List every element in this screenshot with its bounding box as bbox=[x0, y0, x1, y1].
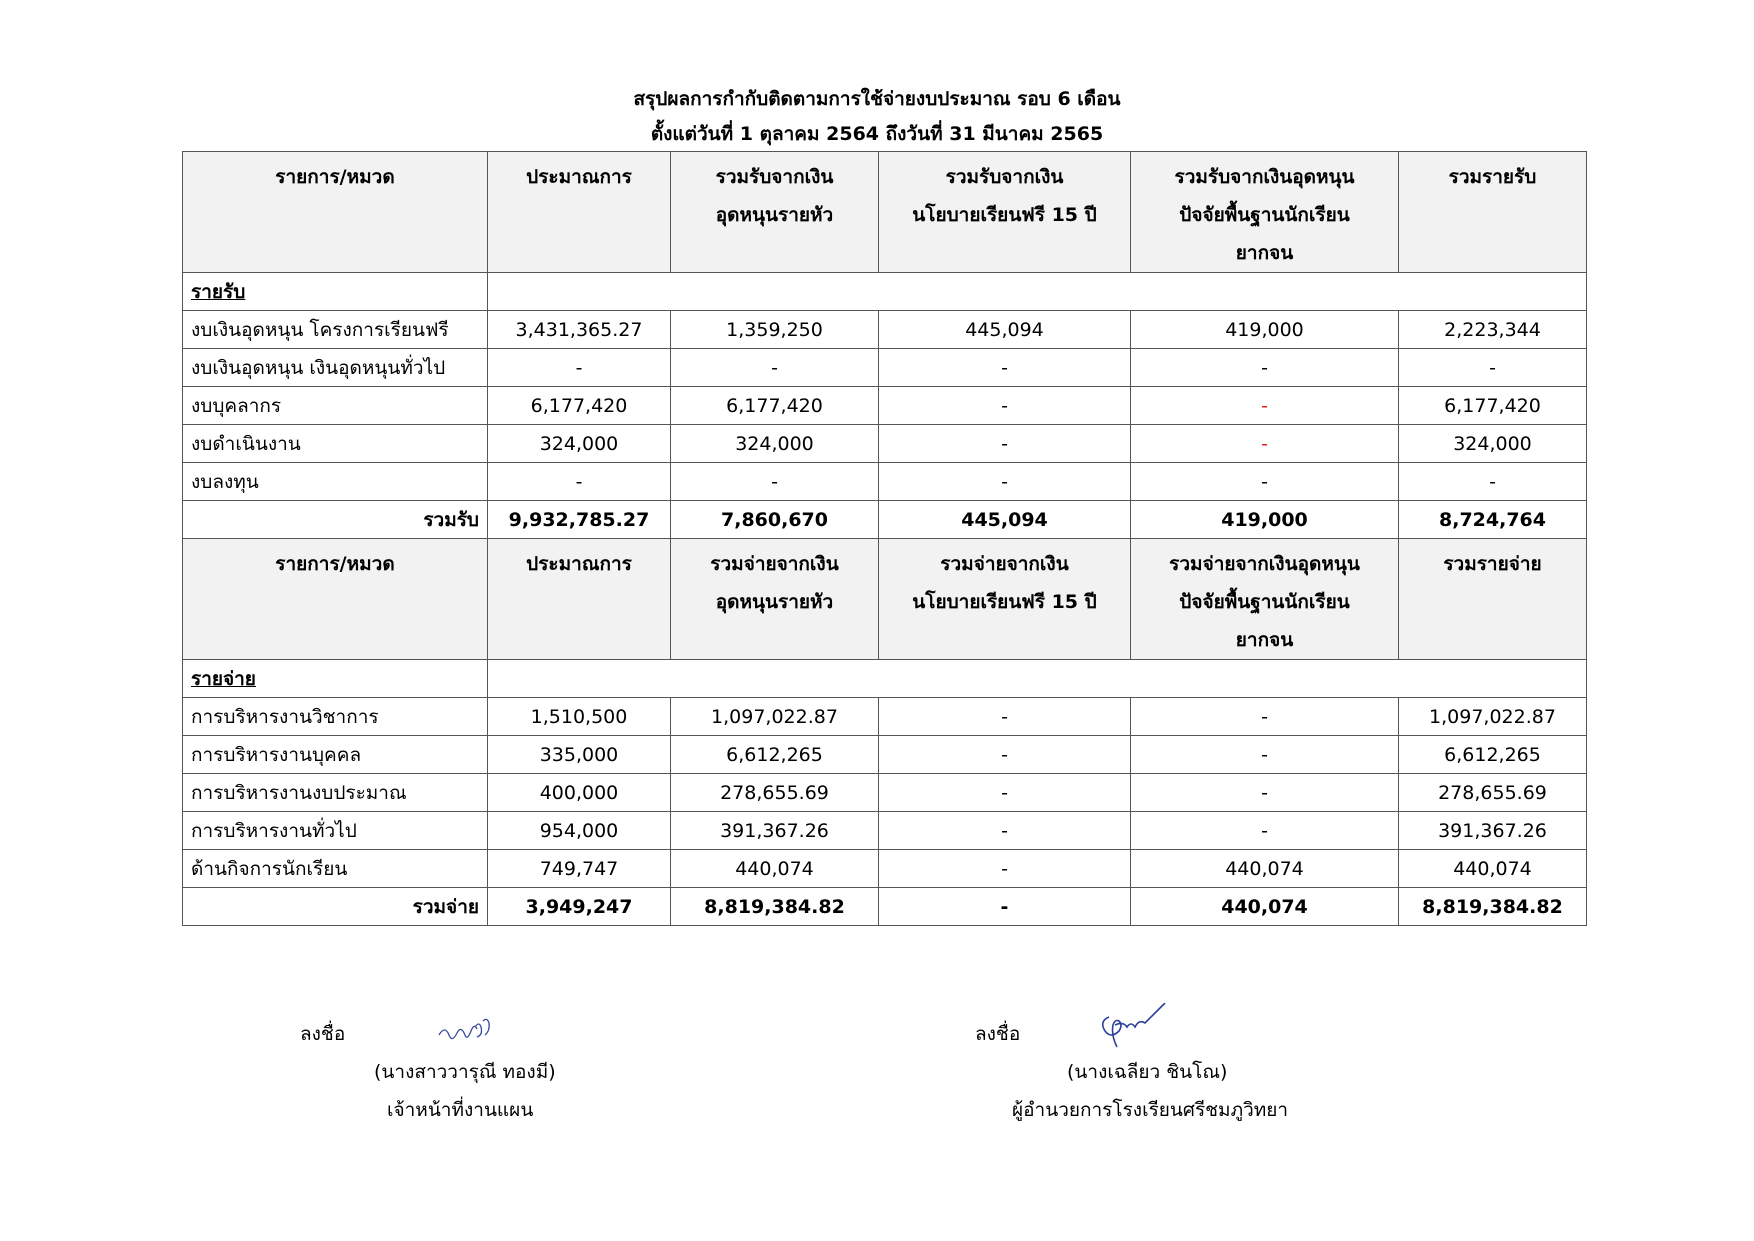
row-label: การบริหารงานวิชาการ bbox=[183, 698, 488, 736]
right-signer-position: ผู้อำนวยการโรงเรียนศรีชมภูวิทยา bbox=[1012, 1099, 1289, 1121]
income-header-row bbox=[183, 152, 1587, 273]
row-label: การบริหารงานบุคคล bbox=[183, 736, 488, 774]
expense-total-row bbox=[183, 888, 1587, 926]
total-cell: 3,949,247 bbox=[488, 888, 671, 926]
right-handwritten-signature bbox=[1095, 1003, 1175, 1051]
income-total-label: รวมรับ bbox=[183, 501, 488, 539]
total-cell: 419,000 bbox=[1131, 501, 1399, 539]
table-cell: 391,367.26 bbox=[1399, 812, 1587, 850]
expense-header-cell bbox=[671, 539, 879, 660]
expense-header-cell bbox=[1399, 539, 1587, 660]
total-cell: 8,819,384.82 bbox=[1399, 888, 1587, 926]
income-header-cell bbox=[1131, 152, 1399, 273]
table-cell: 335,000 bbox=[488, 736, 671, 774]
table-cell: 419,000 bbox=[1131, 311, 1399, 349]
table-cell: 3,431,365.27 bbox=[488, 311, 671, 349]
table-cell: - bbox=[1131, 812, 1399, 850]
table-cell: - bbox=[671, 463, 879, 501]
expense-header-cell bbox=[1131, 539, 1399, 660]
table-cell: 278,655.69 bbox=[1399, 774, 1587, 812]
total-cell: 8,819,384.82 bbox=[671, 888, 879, 926]
header-text-line: ยากจน bbox=[1235, 629, 1294, 651]
table-row bbox=[183, 698, 1587, 736]
total-cell: 8,724,764 bbox=[1399, 501, 1587, 539]
header-text-line: ยากจน bbox=[1235, 242, 1294, 264]
table-cell: - bbox=[879, 850, 1131, 888]
header-text-line: อุดหนุนรายหัว bbox=[715, 591, 834, 613]
expense-header-row bbox=[183, 539, 1587, 660]
table-cell: 6,177,420 bbox=[1399, 387, 1587, 425]
header-text-line: รายการ/หมวด bbox=[275, 553, 395, 575]
table-cell: 1,510,500 bbox=[488, 698, 671, 736]
table-cell: - bbox=[879, 387, 1131, 425]
row-label: การบริหารงานทั่วไป bbox=[183, 812, 488, 850]
table-row bbox=[183, 850, 1587, 888]
table-cell: 1,097,022.87 bbox=[1399, 698, 1587, 736]
report-title: สรุปผลการกำกับติดตามการใช้จ่ายงบประมาณ รอบ 6 เดือน bbox=[633, 88, 1121, 110]
header-text-line: รวมรับจากเงิน bbox=[715, 166, 834, 188]
table-cell: 749,747 bbox=[488, 850, 671, 888]
table-cell: - bbox=[1399, 349, 1587, 387]
table-cell: - bbox=[1131, 463, 1399, 501]
left-handwritten-signature bbox=[435, 1013, 495, 1049]
income-section-row bbox=[183, 273, 1587, 311]
table-cell: - bbox=[488, 463, 671, 501]
row-label: งบดำเนินงาน bbox=[183, 425, 488, 463]
header-text-line: รายการ/หมวด bbox=[275, 166, 395, 188]
row-label: การบริหารงานงบประมาณ bbox=[183, 774, 488, 812]
total-cell: 9,932,785.27 bbox=[488, 501, 671, 539]
table-cell: - bbox=[1131, 698, 1399, 736]
header-text-line: ปัจจัยพื้นฐานนักเรียน bbox=[1179, 591, 1350, 613]
left-signer-name: (นางสาววารุณี ทองมี) bbox=[374, 1061, 556, 1083]
income-header-cell bbox=[1399, 152, 1587, 273]
table-cell: - bbox=[879, 463, 1131, 501]
income-header-cell bbox=[671, 152, 879, 273]
header-text-line: รวมจ่ายจากเงินอุดหนุน bbox=[1169, 553, 1360, 575]
table-cell: - bbox=[879, 774, 1131, 812]
expense-section-label: รายจ่าย bbox=[183, 660, 488, 698]
header-text-line: ประมาณการ bbox=[526, 553, 632, 575]
row-label: ด้านกิจการนักเรียน bbox=[183, 850, 488, 888]
income-header-cell bbox=[879, 152, 1131, 273]
table-row bbox=[183, 463, 1587, 501]
table-cell: - bbox=[879, 349, 1131, 387]
table-cell: - bbox=[1131, 349, 1399, 387]
table-cell: - bbox=[1131, 425, 1399, 463]
table-cell: - bbox=[1131, 736, 1399, 774]
left-signer-position: เจ้าหน้าที่งานแผน bbox=[387, 1099, 534, 1121]
table-cell: 1,359,250 bbox=[671, 311, 879, 349]
section-blank-cell bbox=[488, 660, 1587, 698]
header-text-line: อุดหนุนรายหัว bbox=[715, 204, 834, 226]
table-cell: - bbox=[1399, 463, 1587, 501]
header-text-line: รวมรายรับ bbox=[1448, 166, 1537, 188]
table-row bbox=[183, 736, 1587, 774]
header-text-line: รวมรับจากเงินอุดหนุน bbox=[1174, 166, 1355, 188]
row-label: งบบุคลากร bbox=[183, 387, 488, 425]
table-cell: 278,655.69 bbox=[671, 774, 879, 812]
header-text-line: รวมจ่ายจากเงิน bbox=[710, 553, 839, 575]
table-row bbox=[183, 774, 1587, 812]
total-cell: - bbox=[879, 888, 1131, 926]
income-total-row bbox=[183, 501, 1587, 539]
header-text-line: นโยบายเรียนฟรี 15 ปี bbox=[912, 204, 1097, 226]
table-cell: 6,177,420 bbox=[671, 387, 879, 425]
table-cell: - bbox=[879, 698, 1131, 736]
row-label: งบเงินอุดหนุน โครงการเรียนฟรี bbox=[183, 311, 488, 349]
table-cell: 324,000 bbox=[1399, 425, 1587, 463]
row-label: งบเงินอุดหนุน เงินอุดหนุนทั่วไป bbox=[183, 349, 488, 387]
header-text-line: รวมรับจากเงิน bbox=[945, 166, 1064, 188]
expense-header-cell bbox=[488, 539, 671, 660]
table-row bbox=[183, 349, 1587, 387]
table-cell: 1,097,022.87 bbox=[671, 698, 879, 736]
table-cell: 6,612,265 bbox=[1399, 736, 1587, 774]
total-cell: 7,860,670 bbox=[671, 501, 879, 539]
income-header-cell bbox=[183, 152, 488, 273]
section-blank-cell bbox=[488, 273, 1587, 311]
table-cell: 6,612,265 bbox=[671, 736, 879, 774]
table-cell: 6,177,420 bbox=[488, 387, 671, 425]
income-section-label: รายรับ bbox=[183, 273, 488, 311]
expense-header-cell bbox=[879, 539, 1131, 660]
total-cell: 445,094 bbox=[879, 501, 1131, 539]
table-row bbox=[183, 812, 1587, 850]
row-label: งบลงทุน bbox=[183, 463, 488, 501]
header-text-line: ปัจจัยพื้นฐานนักเรียน bbox=[1179, 204, 1350, 226]
budget-table bbox=[182, 151, 1587, 926]
income-header-cell bbox=[488, 152, 671, 273]
header-text-line: ประมาณการ bbox=[526, 166, 632, 188]
right-sign-label: ลงชื่อ bbox=[975, 1023, 1021, 1045]
table-row bbox=[183, 425, 1587, 463]
table-cell: 440,074 bbox=[1131, 850, 1399, 888]
table-row bbox=[183, 311, 1587, 349]
left-sign-label: ลงชื่อ bbox=[300, 1023, 346, 1045]
table-cell: 324,000 bbox=[671, 425, 879, 463]
expense-total-label: รวมจ่าย bbox=[183, 888, 488, 926]
header-text-line: รวมรายจ่าย bbox=[1443, 553, 1542, 575]
table-cell: - bbox=[879, 812, 1131, 850]
table-cell: 440,074 bbox=[1399, 850, 1587, 888]
table-cell: - bbox=[1131, 387, 1399, 425]
table-cell: - bbox=[879, 736, 1131, 774]
table-cell: - bbox=[488, 349, 671, 387]
table-cell: - bbox=[879, 425, 1131, 463]
table-cell: 400,000 bbox=[488, 774, 671, 812]
expense-section-row bbox=[183, 660, 1587, 698]
table-cell: 2,223,344 bbox=[1399, 311, 1587, 349]
table-cell: 954,000 bbox=[488, 812, 671, 850]
table-cell: - bbox=[1131, 774, 1399, 812]
header-text-line: นโยบายเรียนฟรี 15 ปี bbox=[912, 591, 1097, 613]
right-signer-name: (นางเฉลียว ชินโณ) bbox=[1067, 1061, 1228, 1083]
header-text-line: รวมจ่ายจากเงิน bbox=[940, 553, 1069, 575]
table-cell: 324,000 bbox=[488, 425, 671, 463]
report-period: ตั้งแต่วันที่ 1 ตุลาคม 2564 ถึงวันที่ 31 มีนาคม 2565 bbox=[650, 123, 1104, 145]
table-cell: 391,367.26 bbox=[671, 812, 879, 850]
table-cell: 445,094 bbox=[879, 311, 1131, 349]
table-row bbox=[183, 387, 1587, 425]
expense-header-cell bbox=[183, 539, 488, 660]
total-cell: 440,074 bbox=[1131, 888, 1399, 926]
table-cell: 440,074 bbox=[671, 850, 879, 888]
table-cell: - bbox=[671, 349, 879, 387]
